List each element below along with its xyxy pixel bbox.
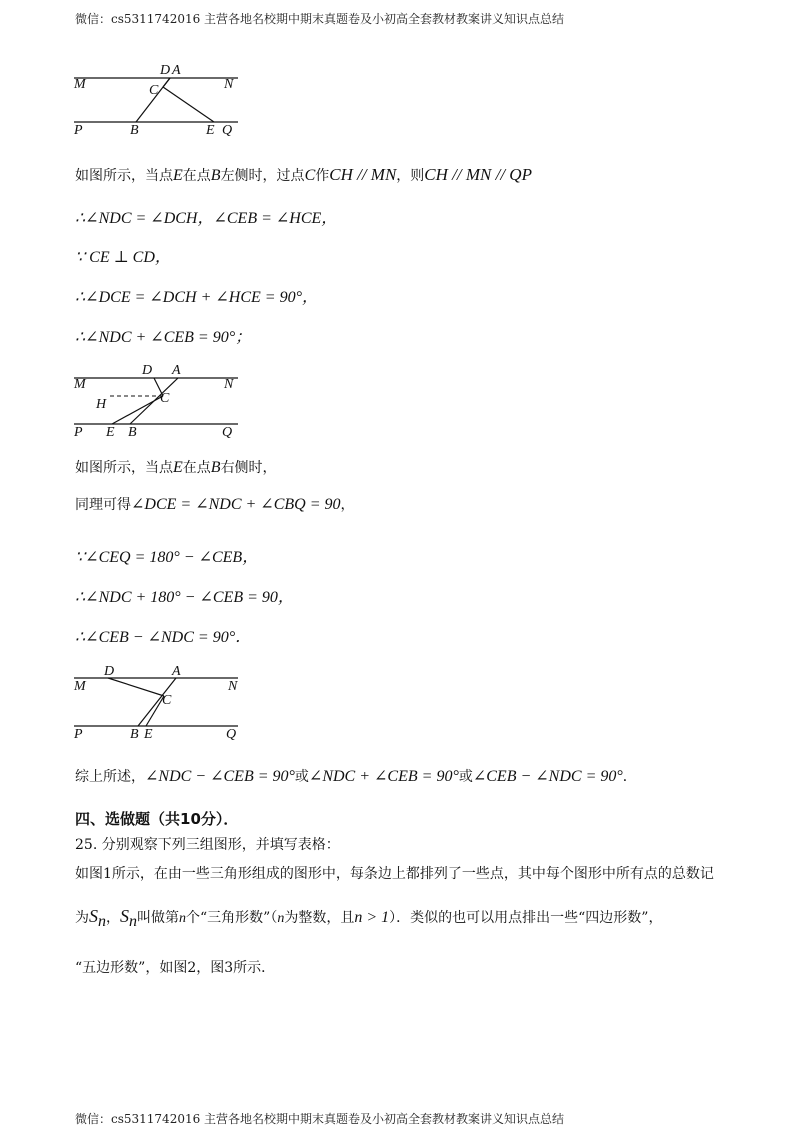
text-line-10: ∴∠CEB − ∠NDC = 90°． — [75, 629, 252, 646]
section-heading: 四、选做题（共10分）． — [75, 810, 239, 828]
fig1-label-Q: Q — [222, 123, 233, 138]
fig2-label-C: C — [160, 391, 170, 406]
fig1-label-D: D — [160, 63, 171, 78]
q25-line-2: 如图1所示，在由一些三角形组成的图形中，每条边上都排列了一些点，其中每个图形中所有点的总数记 — [75, 866, 714, 882]
figure-3 — [60, 662, 260, 746]
text-line-5: ∴∠NDC + ∠CEB = 90°； — [75, 329, 252, 346]
page-header: 微信：cs5311742016 主营各地名校期中期末真题卷及小初高全套教材教案讲义知识点总结 — [75, 12, 565, 26]
text-line-6: 如图所示，当点E在点B右侧时， — [75, 459, 277, 476]
fig1-label-N: N — [224, 77, 234, 92]
fig3-label-P: P — [74, 727, 83, 742]
fig1-label-A: A — [172, 63, 181, 78]
fig2-label-E: E — [106, 425, 115, 440]
fig2-label-P: P — [74, 425, 83, 440]
fig2-label-M: M — [74, 377, 86, 392]
fig2-label-N: N — [224, 377, 234, 392]
fig3-label-M: M — [74, 679, 86, 694]
text-line-3: ∵ CE ⊥ CD， — [75, 249, 171, 266]
fig2-label-D: D — [142, 363, 153, 378]
text-line-2: ∴∠NDC = ∠DCH，∠CEB = ∠HCE， — [75, 210, 338, 227]
text-line-4: ∴∠DCE = ∠DCH + ∠HCE = 90°， — [75, 289, 318, 306]
q25-line-1: 25. 分别观察下列三组图形，并填写表格： — [75, 837, 340, 853]
fig3-label-E: E — [144, 727, 153, 742]
fig1-label-M: M — [74, 77, 86, 92]
text-line-7: 同理可得∠DCE = ∠NDC + ∠CBQ = 90， — [75, 496, 355, 513]
text-line-1: 如图所示，当点E在点B左侧时，过点C作CH // MN，则CH // MN // QP — [75, 165, 532, 184]
fig3-label-B: B — [130, 727, 139, 742]
text-line-8: ∵∠CEQ = 180° − ∠CEB， — [75, 549, 259, 566]
fig2-label-H: H — [96, 397, 107, 412]
text-line-11: 综上所述，∠NDC − ∠CEB = 90°或∠NDC + ∠CEB = 90°或∠CEB − ∠NDC = 90°． — [75, 768, 637, 785]
fig3-label-D: D — [104, 664, 115, 679]
q25-line-3: 为$S_n$，$S_n$叫做第n个“三角形数”（n为整数，且n > 1）．类似的也可以用点排出一些“四边形数”， — [75, 906, 663, 930]
q25-line-4: “五边形数”，如图2，图3所示． — [75, 960, 276, 976]
text-line-9: ∴∠NDC + 180° − ∠CEB = 90， — [75, 589, 294, 606]
figure-1 — [60, 58, 260, 138]
fig3-label-N: N — [228, 679, 238, 694]
fig1-label-B: B — [130, 123, 139, 138]
figure-2 — [60, 360, 260, 442]
fig2-label-A: A — [172, 363, 181, 378]
fig2-label-B: B — [128, 425, 137, 440]
fig3-label-Q: Q — [226, 727, 237, 742]
fig1-label-C: C — [149, 83, 159, 98]
fig1-label-P: P — [74, 123, 83, 138]
fig3-label-A: A — [172, 664, 181, 679]
fig2-label-Q: Q — [222, 425, 233, 440]
fig3-label-C: C — [162, 693, 172, 708]
fig1-label-E: E — [206, 123, 215, 138]
page-footer: 微信：cs5311742016 主营各地名校期中期末真题卷及小初高全套教材教案讲义知识点总结 — [75, 1112, 565, 1126]
